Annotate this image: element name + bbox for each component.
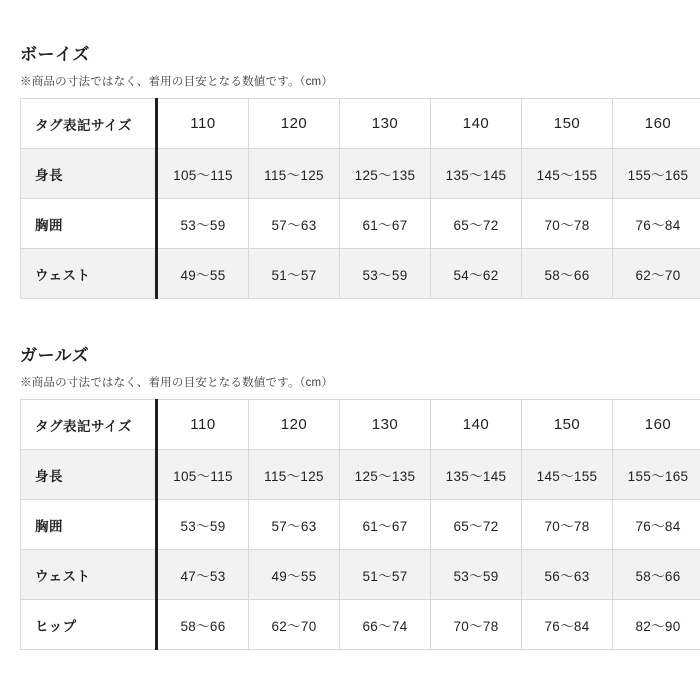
size-table-boys [20, 98, 700, 299]
section-title-girls: ガールズ [20, 346, 90, 365]
size-table-girls-head [21, 400, 700, 450]
table-row [21, 500, 700, 550]
cell-chest-120: 57〜63 [249, 500, 340, 550]
cell-hip-160: 82〜90 [613, 600, 700, 650]
cell-waist-160: 62〜70 [613, 249, 700, 299]
cell-chest-130: 61〜67 [340, 500, 431, 550]
size-section-girls [20, 341, 689, 650]
section-note-boys: ※商品の寸法ではなく、着用の目安となる数値です。（cm） [20, 76, 334, 88]
cell-chest-110: 53〜59 [157, 500, 249, 550]
column-header-110: 110 [157, 400, 249, 450]
cell-height-110: 105〜115 [157, 450, 249, 500]
table-header-row [21, 400, 700, 450]
row-header-height: 身長 [21, 149, 157, 199]
cell-hip-150: 76〜84 [522, 600, 613, 650]
cell-waist-140: 53〜59 [431, 550, 522, 600]
cell-hip-130: 66〜74 [340, 600, 431, 650]
cell-waist-150: 58〜66 [522, 249, 613, 299]
cell-waist-160: 58〜66 [613, 550, 700, 600]
row-header-chest: 胸囲 [21, 199, 157, 249]
table-row [21, 450, 700, 500]
cell-chest-110: 53〜59 [157, 199, 249, 249]
size-section-boys [20, 40, 689, 299]
cell-hip-140: 70〜78 [431, 600, 522, 650]
table-row [21, 199, 700, 249]
column-header-140: 140 [431, 99, 522, 149]
cell-waist-110: 49〜55 [157, 249, 249, 299]
cell-waist-120: 51〜57 [249, 249, 340, 299]
column-header-120: 120 [249, 400, 340, 450]
cell-chest-130: 61〜67 [340, 199, 431, 249]
column-header-150: 150 [522, 99, 613, 149]
cell-chest-140: 65〜72 [431, 500, 522, 550]
cell-waist-130: 51〜57 [340, 550, 431, 600]
table-header-row [21, 99, 700, 149]
cell-height-120: 115〜125 [249, 149, 340, 199]
cell-height-120: 115〜125 [249, 450, 340, 500]
column-header-tag-size: タグ表記サイズ [21, 400, 157, 450]
cell-height-110: 105〜115 [157, 149, 249, 199]
cell-chest-160: 76〜84 [613, 500, 700, 550]
size-table-girls-body [21, 450, 700, 650]
cell-height-130: 125〜135 [340, 149, 431, 199]
column-header-tag-size: タグ表記サイズ [21, 99, 157, 149]
row-header-chest: 胸囲 [21, 500, 157, 550]
cell-chest-150: 70〜78 [522, 199, 613, 249]
cell-height-150: 145〜155 [522, 450, 613, 500]
size-table-boys-body [21, 149, 700, 299]
section-title-boys: ボーイズ [20, 45, 90, 64]
cell-hip-110: 58〜66 [157, 600, 249, 650]
column-header-130: 130 [340, 400, 431, 450]
row-header-hip: ヒップ [21, 600, 157, 650]
table-row [21, 550, 700, 600]
column-header-150: 150 [522, 400, 613, 450]
cell-height-140: 135〜145 [431, 149, 522, 199]
size-table-boys-head [21, 99, 700, 149]
cell-chest-120: 57〜63 [249, 199, 340, 249]
cell-waist-110: 47〜53 [157, 550, 249, 600]
column-header-140: 140 [431, 400, 522, 450]
cell-height-160: 155〜165 [613, 149, 700, 199]
cell-hip-120: 62〜70 [249, 600, 340, 650]
cell-waist-140: 54〜62 [431, 249, 522, 299]
size-table-girls [20, 399, 700, 650]
row-header-waist: ウェスト [21, 249, 157, 299]
cell-height-150: 145〜155 [522, 149, 613, 199]
cell-height-140: 135〜145 [431, 450, 522, 500]
cell-height-130: 125〜135 [340, 450, 431, 500]
cell-chest-140: 65〜72 [431, 199, 522, 249]
cell-height-160: 155〜165 [613, 450, 700, 500]
cell-waist-150: 56〜63 [522, 550, 613, 600]
cell-chest-160: 76〜84 [613, 199, 700, 249]
table-row [21, 249, 700, 299]
table-row [21, 149, 700, 199]
section-note-girls: ※商品の寸法ではなく、着用の目安となる数値です。（cm） [20, 377, 334, 389]
cell-waist-130: 53〜59 [340, 249, 431, 299]
cell-waist-120: 49〜55 [249, 550, 340, 600]
column-header-120: 120 [249, 99, 340, 149]
row-header-waist: ウェスト [21, 550, 157, 600]
row-header-height: 身長 [21, 450, 157, 500]
column-header-160: 160 [613, 400, 700, 450]
column-header-130: 130 [340, 99, 431, 149]
column-header-160: 160 [613, 99, 700, 149]
table-row [21, 600, 700, 650]
cell-chest-150: 70〜78 [522, 500, 613, 550]
column-header-110: 110 [157, 99, 249, 149]
